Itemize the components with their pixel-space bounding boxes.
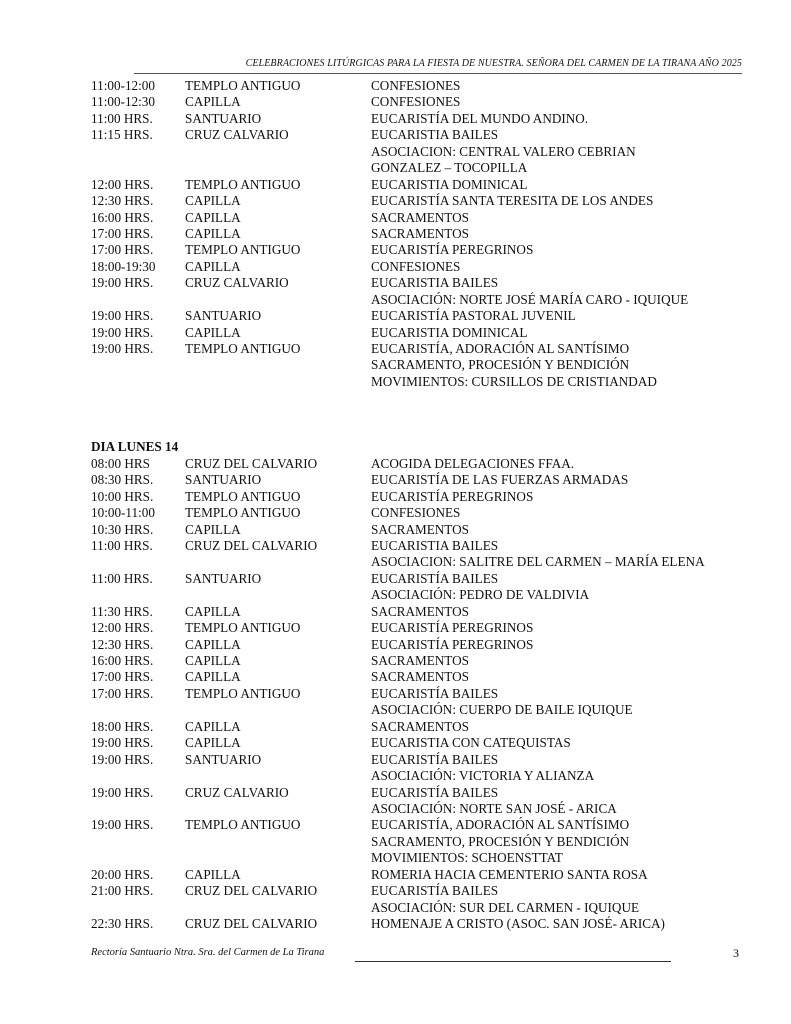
schedule-time: 16:00 HRS.: [91, 653, 154, 668]
footer-text: Rectoría Santuario Ntra. Sra. del Carmen de La Tirana: [91, 947, 325, 958]
schedule-activity: ASOCIACIÓN: PEDRO DE VALDIVIA: [371, 587, 590, 603]
schedule-time: 10:00 HRS.: [91, 488, 154, 504]
schedule-time: 21:00 HRS.: [91, 883, 154, 899]
schedule-place: SANTUARIO: [185, 570, 262, 586]
schedule-activity: ASOCIACION: SALITRE DEL CARMEN – MARÍA ELENA: [371, 554, 705, 570]
schedule-place: SANTUARIO: [185, 308, 262, 324]
schedule-activity: CONFESIONES: [371, 505, 461, 521]
schedule-row: [91, 620, 751, 636]
schedule-activity: ASOCIACIÓN: NORTE SAN JOSÉ - ARICA: [371, 800, 617, 816]
schedule-activity: CONFESIONES: [371, 94, 461, 110]
schedule-activity: GONZALEZ – TOCOPILLA: [371, 160, 528, 176]
schedule-row: [91, 817, 751, 833]
schedule-row: [91, 242, 751, 258]
schedule-time: 16:00 HRS.: [91, 209, 154, 225]
schedule-row: [91, 538, 751, 554]
schedule-time: 17:00 HRS.: [91, 242, 154, 258]
schedule-activity: EUCARISTIA BAILES: [371, 127, 499, 143]
schedule-activity: CONFESIONES: [371, 258, 461, 274]
schedule-time: 19:00 HRS.: [91, 784, 154, 800]
schedule-row: [91, 669, 751, 685]
schedule-place: TEMPLO ANTIGUO: [185, 176, 301, 192]
schedule-place: CRUZ DEL CALVARIO: [185, 883, 318, 899]
schedule-place: CRUZ CALVARIO: [185, 275, 289, 291]
schedule-row: [91, 111, 751, 127]
schedule-place: CRUZ CALVARIO: [185, 784, 289, 800]
schedule-activity: ACOGIDA DELEGACIONES FFAA.: [371, 455, 575, 471]
schedule-time: 19:00 HRS.: [91, 751, 154, 767]
schedule-activity: EUCARISTÍA PEREGRINOS: [371, 636, 534, 652]
schedule-row: [91, 210, 751, 226]
schedule-place: TEMPLO ANTIGUO: [185, 488, 301, 504]
schedule-activity: MOVIMIENTOS: CURSILLOS DE CRISTIANDAD: [371, 373, 657, 389]
header-rule: [134, 73, 742, 74]
schedule-activity: EUCARISTÍA, ADORACIÓN AL SANTÍSIMO: [371, 817, 630, 833]
schedule-activity: HOMENAJE A CRISTO (ASOC. SAN JOSÉ- ARICA): [371, 916, 665, 931]
schedule-place: TEMPLO ANTIGUO: [185, 505, 301, 521]
schedule-place: CAPILLA: [185, 866, 241, 882]
schedule-row: [91, 127, 751, 143]
schedule-time: 10:30 HRS.: [91, 521, 154, 537]
schedule-place: CRUZ DEL CALVARIO: [185, 455, 318, 471]
schedule-activity: EUCARISTIA DOMINICAL: [371, 324, 528, 340]
schedule-activity: EUCARISTÍA BAILES: [371, 570, 499, 586]
schedule-row: [91, 193, 751, 209]
schedule-activity: SACRAMENTO, PROCESIÓN Y BENDICIÓN: [371, 833, 630, 849]
schedule-activity: SACRAMENTOS: [371, 521, 469, 537]
schedule-place: CAPILLA: [185, 669, 241, 685]
schedule-row: [91, 226, 751, 242]
schedule-place: CAPILLA: [185, 94, 241, 110]
schedule-time: 11:00-12:30: [91, 94, 155, 110]
schedule-activity: SACRAMENTOS: [371, 209, 469, 225]
schedule-time: 19:00 HRS.: [91, 341, 154, 356]
schedule-row: [91, 587, 751, 603]
schedule-time: 17:00 HRS.: [91, 685, 154, 701]
schedule-time: 19:00 HRS.: [91, 735, 154, 751]
schedule-row: [91, 94, 751, 110]
schedule-place: SANTUARIO: [185, 751, 262, 767]
schedule-row: [91, 637, 751, 653]
schedule-place: CAPILLA: [185, 718, 241, 734]
day-heading: DIA LUNES 14: [91, 439, 179, 455]
schedule-row: [91, 144, 751, 160]
schedule-time: 17:00 HRS.: [91, 225, 154, 241]
schedule-activity: MOVIMIENTOS: SCHOENSTTAT: [371, 850, 563, 866]
schedule-activity: ASOCIACIÓN: SUR DEL CARMEN - IQUIQUE: [371, 899, 640, 915]
schedule-time: 12:00 HRS.: [91, 176, 154, 192]
schedule-place: CRUZ DEL CALVARIO: [185, 916, 318, 931]
schedule-time: 08:30 HRS.: [91, 472, 154, 488]
schedule-time: 19:00 HRS.: [91, 817, 154, 833]
schedule-time: 11:00 HRS.: [91, 570, 153, 586]
schedule-activity: EUCARISTÍA BAILES: [371, 685, 499, 701]
schedule-place: TEMPLO ANTIGUO: [185, 685, 301, 701]
schedule-time: 20:00 HRS.: [91, 866, 154, 882]
schedule-row: [91, 325, 751, 341]
schedule-row: [91, 916, 751, 932]
schedule-activity: EUCARISTIA BAILES: [371, 275, 499, 291]
schedule-row: [91, 374, 751, 390]
schedule-row: [91, 867, 751, 883]
schedule-activity: EUCARISTÍA BAILES: [371, 751, 499, 767]
day-schedule-list: [91, 456, 751, 933]
schedule-row: [91, 489, 751, 505]
schedule-place: SANTUARIO: [185, 472, 262, 488]
schedule: [91, 78, 751, 932]
schedule-place: CAPILLA: [185, 209, 241, 225]
footer-rule: [355, 961, 671, 962]
schedule-row: [91, 900, 751, 916]
schedule-place: CAPILLA: [185, 735, 241, 751]
schedule-time: 17:00 HRS.: [91, 669, 154, 685]
schedule-row: [91, 160, 751, 176]
schedule-activity: ROMERIA HACIA CEMENTERIO SANTA ROSA: [371, 866, 648, 882]
schedule-place: CAPILLA: [185, 636, 241, 652]
section-gap: [91, 390, 751, 439]
schedule-row: [91, 752, 751, 768]
schedule-row: [91, 554, 751, 570]
schedule-row: [91, 78, 751, 94]
schedule-place: CAPILLA: [185, 324, 241, 340]
schedule-row: [91, 719, 751, 735]
schedule-time: 19:00 HRS.: [91, 308, 154, 324]
schedule-row: [91, 275, 751, 291]
schedule-time: 12:30 HRS.: [91, 636, 154, 652]
schedule-place: CAPILLA: [185, 258, 241, 274]
schedule-row: [91, 735, 751, 751]
schedule-activity: EUCARISTÍA BAILES: [371, 784, 499, 800]
schedule-row: [91, 801, 751, 817]
schedule-activity: EUCARISTIA CON CATEQUISTAS: [371, 735, 571, 751]
page-number: 3: [733, 946, 739, 960]
schedule-place: CAPILLA: [185, 225, 241, 241]
document-header: CELEBRACIONES LITÚRGICAS PARA LA FIESTA DE NUESTRA. SEÑORA DEL CARMEN DE LA TIRANA AÑO 2025: [245, 58, 742, 69]
schedule-activity: EUCARISTÍA PEREGRINOS: [371, 620, 534, 636]
schedule-activity: SACRAMENTOS: [371, 669, 469, 685]
schedule-activity: EUCARISTÍA PEREGRINOS: [371, 488, 534, 504]
schedule-place: TEMPLO ANTIGUO: [185, 341, 301, 356]
schedule-activity: ASOCIACIÓN: NORTE JOSÉ MARÍA CARO - IQUIQUE: [371, 291, 689, 307]
schedule-row: [91, 259, 751, 275]
schedule-row: [91, 308, 751, 324]
schedule-row: [91, 850, 751, 866]
schedule-row: [91, 472, 751, 488]
schedule-activity: EUCARISTIA BAILES: [371, 537, 499, 553]
schedule-activity: ASOCIACION: CENTRAL VALERO CEBRIAN: [371, 143, 636, 159]
schedule-time: 10:00-11:00: [91, 505, 155, 521]
schedule-row: [91, 653, 751, 669]
schedule-place: CRUZ DEL CALVARIO: [185, 537, 318, 553]
schedule-time: 08:00 HRS: [91, 455, 150, 471]
schedule-activity: SACRAMENTOS: [371, 603, 469, 619]
schedule-place: CRUZ CALVARIO: [185, 127, 289, 143]
schedule-row: [91, 341, 751, 357]
schedule-activity: EUCARISTIA DOMINICAL: [371, 176, 528, 192]
schedule-time: 12:00 HRS.: [91, 620, 154, 636]
schedule-activity: ASOCIACIÓN: CUERPO DE BAILE IQUIQUE: [371, 702, 633, 718]
schedule-place: CAPILLA: [185, 603, 241, 619]
schedule-time: 12:30 HRS.: [91, 193, 154, 209]
schedule-time: 11:00 HRS.: [91, 110, 153, 126]
schedule-time: 11:00 HRS.: [91, 537, 153, 553]
schedule-row: [91, 357, 751, 373]
schedule-row: [91, 604, 751, 620]
schedule-place: CAPILLA: [185, 521, 241, 537]
schedule-activity: EUCARISTÍA DEL MUNDO ANDINO.: [371, 110, 589, 126]
schedule-activity: ASOCIACIÓN: VICTORIA Y ALIANZA: [371, 768, 595, 784]
schedule-row: [91, 571, 751, 587]
schedule-row: [91, 292, 751, 308]
schedule-activity: SACRAMENTO, PROCESIÓN Y BENDICIÓN: [371, 357, 630, 373]
schedule-activity: SACRAMENTOS: [371, 653, 469, 668]
schedule-time: 18:00 HRS.: [91, 718, 154, 734]
schedule-place: TEMPLO ANTIGUO: [185, 242, 301, 258]
schedule-row: [91, 883, 751, 899]
schedule-row: [91, 785, 751, 801]
schedule-activity: CONFESIONES: [371, 78, 461, 93]
schedule-time: 22:30 HRS.: [91, 916, 154, 931]
schedule-place: SANTUARIO: [185, 110, 262, 126]
schedule-place: TEMPLO ANTIGUO: [185, 620, 301, 636]
schedule-time: 19:00 HRS.: [91, 275, 154, 291]
schedule-time: 18:00-19:30: [91, 258, 156, 274]
schedule-activity: EUCARISTÍA SANTA TERESITA DE LOS ANDES: [371, 193, 654, 209]
schedule-row: [91, 456, 751, 472]
schedule-activity: EUCARISTÍA PASTORAL JUVENIL: [371, 308, 576, 324]
schedule-activity: EUCARISTÍA DE LAS FUERZAS ARMADAS: [371, 472, 629, 488]
schedule-row: [91, 686, 751, 702]
continued-schedule-list: [91, 78, 751, 390]
schedule-time: 11:15 HRS.: [91, 127, 153, 143]
schedule-place: TEMPLO ANTIGUO: [185, 817, 301, 833]
schedule-time: 11:00-12:00: [91, 78, 155, 93]
schedule-place: TEMPLO ANTIGUO: [185, 78, 301, 93]
schedule-row: [91, 505, 751, 521]
schedule-place: CAPILLA: [185, 653, 241, 668]
schedule-time: 11:30 HRS.: [91, 603, 153, 619]
schedule-place: CAPILLA: [185, 193, 241, 209]
schedule-row: [91, 702, 751, 718]
schedule-activity: SACRAMENTOS: [371, 225, 469, 241]
schedule-time: 19:00 HRS.: [91, 324, 154, 340]
schedule-row: [91, 177, 751, 193]
schedule-row: [91, 768, 751, 784]
schedule-activity: EUCARISTÍA PEREGRINOS: [371, 242, 534, 258]
schedule-activity: EUCARISTÍA BAILES: [371, 883, 499, 899]
schedule-row: [91, 834, 751, 850]
schedule-activity: SACRAMENTOS: [371, 718, 469, 734]
schedule-row: [91, 522, 751, 538]
schedule-activity: EUCARISTÍA, ADORACIÓN AL SANTÍSIMO: [371, 341, 630, 356]
